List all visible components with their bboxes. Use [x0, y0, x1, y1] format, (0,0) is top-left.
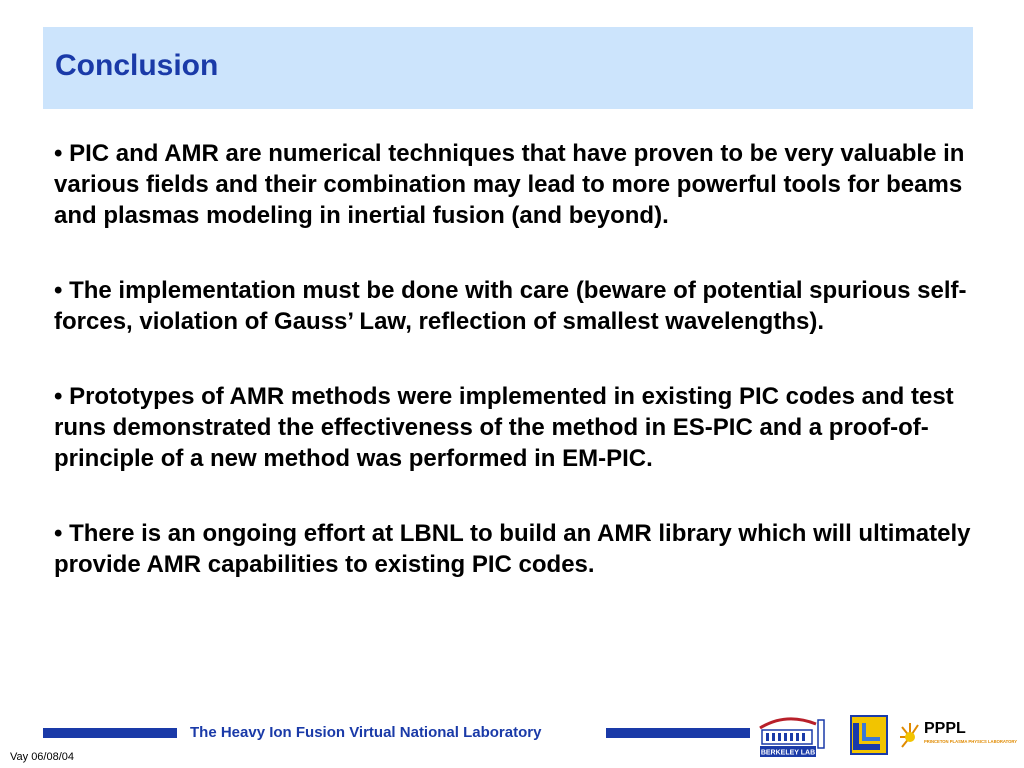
bullet-item: • PIC and AMR are numerical techniques that have proven to be very valuable in various fields and their combination may lead to more powerful tools for beams and plasmas modeling in inertial fusion (and beyond). [54, 140, 965, 229]
pppl-logo-text: PPPL [924, 720, 966, 737]
footer-rule-left [43, 728, 177, 738]
title-band [43, 27, 973, 109]
footer-rule-right [606, 728, 750, 738]
llnl-logo [850, 715, 888, 755]
bullet-item: • Prototypes of AMR methods were implemented in existing PIC codes and test runs demonstrated the effectiveness of the method in ES-PIC and a proof-of-principle of a new method was performed in EM-PIC. [54, 383, 954, 472]
bullet-list [54, 138, 979, 624]
pppl-logo-subtext: PRINCETON PLASMA PHYSICS LABORATORY [924, 739, 1017, 744]
berkeley-lab-logo [756, 710, 830, 760]
berkeley-logo-text: BERKELEY LAB [760, 749, 816, 757]
footer-lab-name: The Heavy Ion Fusion Virtual National Laboratory [190, 724, 542, 741]
slide-title: Conclusion [55, 49, 219, 82]
bullet-item: • The implementation must be done with care (beware of potential spurious self-forces, violation of Gauss’ Law, reflection of smallest wavelengths). [54, 277, 967, 335]
bullet-item: • There is an ongoing effort at LBNL to build an AMR library which will ultimately provide AMR capabilities to existing PIC codes. [54, 520, 971, 578]
footer-date: Vay 06/08/04 [10, 751, 75, 763]
pppl-logo [898, 715, 1017, 755]
